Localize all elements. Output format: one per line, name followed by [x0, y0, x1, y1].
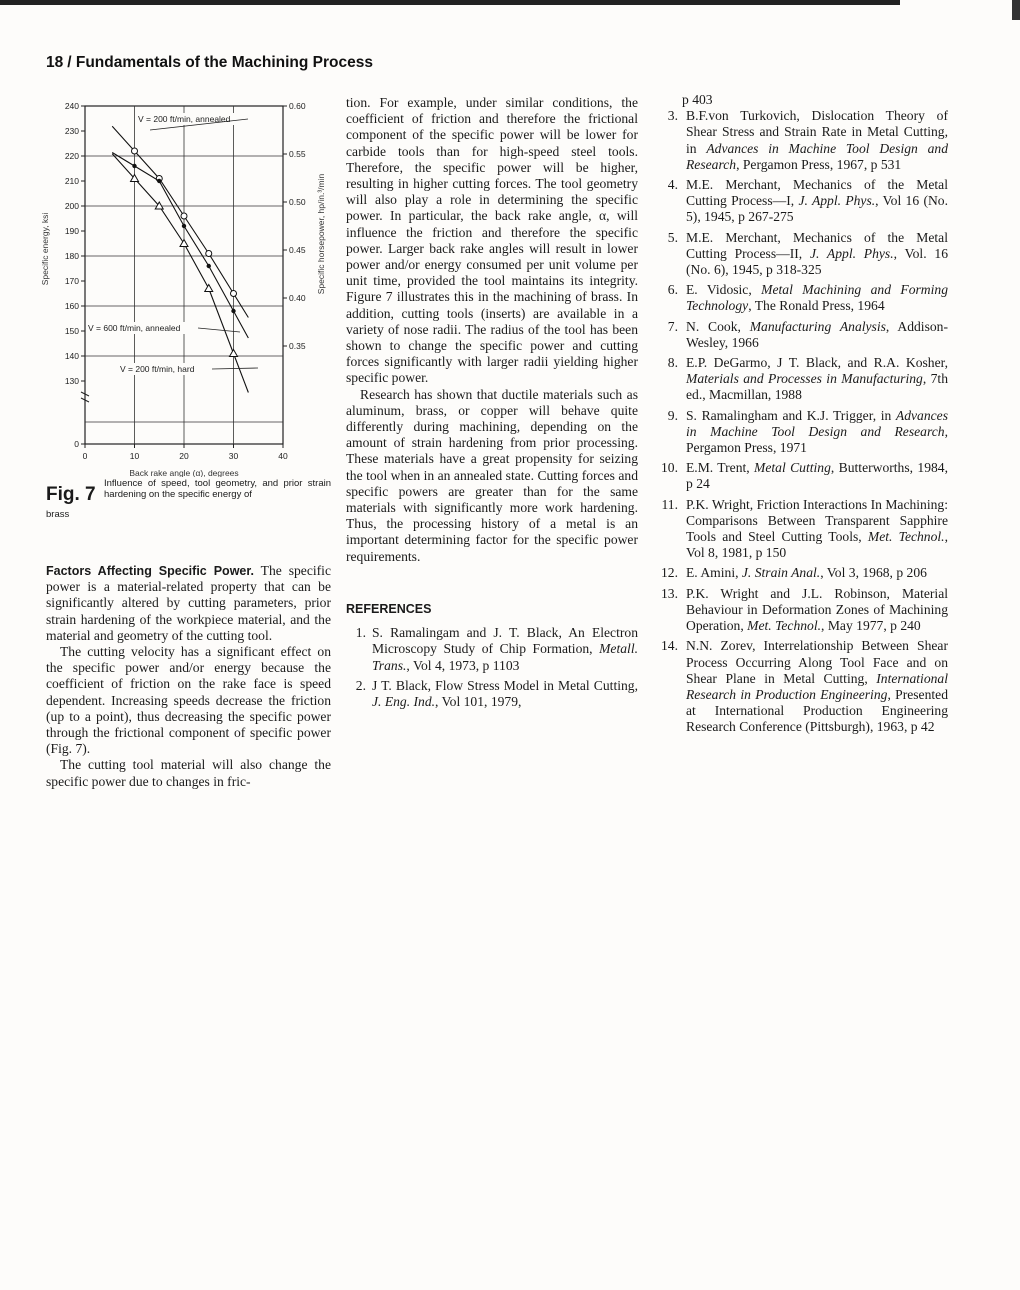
x-tick-label: 10: [129, 451, 140, 461]
reference-continuation: p 403: [682, 92, 713, 107]
page-number: 18: [46, 54, 64, 71]
y-left-tick-label: 190: [64, 226, 79, 236]
series-label: V = 200 ft/min, annealed: [138, 114, 231, 124]
reference-detail: , May 1977, p 240: [821, 618, 921, 634]
x-tick-label: 40: [278, 451, 288, 461]
reference-source: Metall. Trans.: [372, 641, 638, 673]
reference-source: Met. Technol.: [747, 618, 822, 634]
reference-number: 2.: [355, 677, 366, 693]
series-label: V = 200 ft/min, hard: [120, 364, 195, 374]
data-point-circle: [181, 213, 187, 219]
page-edge-mark: [1012, 0, 1020, 20]
reference-list: [656, 108, 948, 735]
reference-text: M.E. Merchant, Mechanics of the Metal Cutting Process—I,: [686, 177, 948, 209]
series-label: V = 600 ft/min, annealed: [88, 323, 181, 333]
figure-label: Fig. 7: [46, 484, 96, 505]
y-right-tick-label: 0.40: [289, 293, 306, 303]
y-left-tick-label: 210: [64, 176, 79, 186]
y-right-axis-title: Specific horsepower, hp/in.³/min: [316, 173, 326, 295]
data-point-dot: [207, 264, 211, 268]
reference-number: 6.: [667, 282, 678, 298]
y-right-tick-label: 0.60: [289, 101, 306, 111]
reference-text: E. Amini,: [686, 565, 742, 581]
reference-text: E. Vidosic,: [686, 282, 762, 298]
data-point-dot: [182, 224, 186, 228]
series-label-leader: [212, 368, 258, 369]
reference-detail: , Vol 101, 1979,: [435, 693, 522, 709]
reference-item: [656, 177, 948, 226]
reference-source: Manufacturing Analysis: [749, 318, 886, 334]
y-left-tick-label: 230: [64, 126, 79, 136]
data-point-triangle: [205, 285, 213, 292]
reference-source: J. Eng. Ind.: [372, 693, 436, 709]
reference-number: 8.: [667, 355, 678, 371]
reference-item: [346, 625, 638, 674]
column-2: [346, 95, 638, 714]
reference-detail: , Vol 4, 1973, p 1103: [406, 657, 520, 673]
y-left-tick-label: 140: [64, 351, 79, 361]
reference-source: Metal Cutting: [754, 460, 831, 476]
paragraph: tion. For example, under similar conditions, the coefficient of friction and therefore the frictional component of the specific power will be lower for carbide tools than for high-speed steel tools. Therefore, the specific power will be higher, resulting in higher cutting forces. The tool geometry will also play a role in determining the specific power. In particular, the back rake angle, α, will influence the friction and therefore the specific power. Larger back rake angles will result in lower power and/or energy consumed per unit volume per unit time, provided the tool maintains its integrity. Figure 7 illustrates this in the machining of brass. In addition, cutting tools (inserts) are available in a variety of nose radii. The radius of the tool has been shown to change the specific power and cutting forces significantly with larger radii yielding higher specific power.: [346, 95, 638, 386]
references-heading: REFERENCES: [346, 601, 432, 616]
reference-source: Advances in Machine Tool Design and Research: [686, 407, 948, 439]
top-border: [0, 0, 900, 5]
reference-text: S. Ramalingam and J. T. Black, An Electron Microscopy Study of Chip Formation,: [372, 625, 638, 657]
column-1: [46, 563, 331, 790]
figure-7: [30, 92, 340, 477]
reference-number: 3.: [667, 108, 678, 124]
data-point-circle: [206, 251, 212, 257]
running-head-title: / Fundamentals of the Machining Process: [67, 54, 373, 71]
reference-item: [346, 678, 638, 710]
specific-energy-chart: [30, 92, 340, 477]
reference-detail: , Addison-Wesley, 1966: [686, 318, 948, 350]
data-point-circle: [132, 148, 138, 154]
y-left-tick-label: 220: [64, 151, 79, 161]
data-point-dot: [157, 179, 161, 183]
reference-text: M.E. Merchant, Mechanics of the Metal Cutting Process—II,: [686, 229, 948, 261]
reference-number: 9.: [667, 407, 678, 423]
y-left-tick-label: 130: [64, 376, 79, 386]
section-heading: Factors Affecting Specific Power.: [46, 564, 255, 578]
reference-detail: , 7th ed., Macmillan, 1988: [686, 371, 948, 403]
reference-text: P.K. Wright, Friction Interactions In Machining: Comparisons Between Transparent Sapphire Tools and Steel Cutting Tools,: [686, 496, 948, 545]
reference-number: 13.: [661, 585, 678, 601]
reference-number: 5.: [667, 229, 678, 245]
data-point-triangle: [230, 350, 238, 357]
reference-source: Advances in Machine Tool Design and Research: [686, 140, 948, 172]
reference-source: J. Appl. Phys.: [809, 245, 894, 261]
reference-item: [656, 586, 948, 635]
series-line: [112, 154, 248, 393]
reference-item: [656, 230, 948, 279]
x-tick-label: 30: [228, 451, 239, 461]
figure-caption-text: Influence of speed, tool geometry, and prior strain hardening on the specific energy of: [104, 478, 331, 500]
paragraph-text: The specific power is a material-related property that can be significantly altered by cutting parameters, prior strain hardening of the workpiece material, and the material and geometry of the cutting tool.: [46, 563, 331, 643]
column-3: [656, 92, 948, 740]
reference-detail: , Vol 16 (No. 5), 1945, p 267-275: [686, 193, 948, 225]
reference-text: E.P. DeGarmo, J T. Black, and R.A. Kosher,: [686, 355, 948, 371]
reference-item: [656, 355, 948, 404]
reference-detail: , Vol 3, 1968, p 206: [820, 565, 927, 581]
y-right-tick-label: 0.55: [289, 149, 306, 159]
figure-caption-tail: brass: [46, 509, 70, 520]
x-tick-label: 20: [179, 451, 189, 461]
reference-source: Met. Technol.: [867, 529, 945, 545]
reference-number: 11.: [661, 496, 678, 512]
reference-source: Materials and Processes in Manufacturing: [686, 371, 923, 387]
data-point-dot: [132, 164, 136, 168]
y-left-axis-title: Specific energy, ksi: [40, 212, 50, 286]
reference-text: J T. Black, Flow Stress Model in Metal Cutting,: [372, 677, 638, 693]
reference-text: P.K. Wright and J.L. Robinson, Material Behaviour in Deformation Zones of Machining Operation,: [686, 585, 948, 634]
y-right-tick-label: 0.50: [289, 197, 306, 207]
running-head: [46, 54, 373, 72]
reference-item: [656, 460, 948, 492]
reference-text: S. Ramalingham and K.J. Trigger, in: [686, 407, 896, 423]
reference-detail: , Vol. 16 (No. 6), 1945, p 318-325: [686, 245, 948, 278]
reference-text: N.N. Zorev, Interrelationship Between Shear Process Occurring Along Tool Face and on Shear Plane in Metal Cutting,: [686, 638, 948, 686]
y-left-tick-label: 150: [64, 326, 79, 336]
reference-number: 14.: [661, 638, 678, 654]
reference-item: [656, 497, 948, 562]
reference-number: 10.: [661, 460, 678, 476]
reference-text: N. Cook,: [686, 318, 750, 334]
data-point-dot: [231, 309, 235, 313]
paragraph: The cutting tool material will also change the specific power due to changes in fric-: [46, 757, 331, 789]
reference-source: International Research in Production Engineering: [686, 670, 948, 702]
reference-item: [656, 108, 948, 173]
reference-item: [656, 282, 948, 314]
reference-number: 12.: [661, 565, 678, 581]
reference-item: [656, 638, 948, 735]
reference-detail: , Vol 8, 1981, p 150: [686, 529, 948, 561]
reference-source: J. Appl. Phys.: [798, 193, 876, 209]
y-left-tick-label: 0: [74, 439, 79, 449]
reference-text: E.M. Trent,: [686, 460, 755, 476]
y-left-tick-label: 240: [64, 101, 79, 111]
reference-list: [346, 625, 638, 710]
reference-item: [656, 408, 948, 457]
reference-detail: , Presented at International Production Engineering Research Conference (Pittsburgh), 1963, p 42: [686, 686, 948, 735]
reference-detail: , Butterworths, 1984, p 24: [686, 460, 948, 492]
reference-number: 7.: [667, 318, 678, 334]
y-left-tick-label: 170: [64, 276, 79, 286]
reference-source: J. Strain Anal.: [741, 565, 821, 581]
reference-item: [656, 319, 948, 351]
reference-detail: , Pergamon Press, 1967, p 531: [736, 156, 902, 172]
reference-text: B.F.von Turkovich, Dislocation Theory of Shear Stress and Strain Rate in Metal Cutting, in: [686, 108, 948, 156]
reference-number: 1.: [355, 625, 366, 641]
y-left-tick-label: 180: [64, 251, 79, 261]
reference-source: Metal Machining and Forming Technology: [686, 282, 948, 314]
paragraph: [46, 563, 331, 644]
y-right-tick-label: 0.45: [289, 245, 306, 255]
paragraph: Research has shown that ductile materials such as aluminum, brass, or copper will behave quite differently during machining, depending on the amount of strain hardening from prior processing. These materials have a great propensity for seizing the tool when in an annealed state. Cutting forces and specific powers are greater than for the same materials with significantly more work hardening. Thus, the processing history of a metal is an important determining factor for the specific power requirements.: [346, 386, 638, 564]
x-tick-label: 0: [82, 451, 88, 461]
data-point-circle: [231, 291, 237, 297]
y-left-tick-label: 200: [64, 201, 79, 211]
reference-detail: , The Ronald Press, 1964: [748, 298, 885, 314]
series-line: [112, 126, 248, 317]
reference-detail: , Pergamon Press, 1971: [686, 423, 948, 456]
y-right-tick-label: 0.35: [289, 341, 306, 351]
reference-number: 4.: [667, 177, 678, 193]
paragraph: The cutting velocity has a significant effect on the specific power and/or energy because the coefficient of friction on the rake face is speed dependent. Increasing speeds decrease the friction (up to a point), thus decreasing the specific power through the frictional component of specific power (Fig. 7).: [46, 644, 331, 757]
reference-item: [656, 565, 948, 581]
y-left-tick-label: 160: [64, 301, 79, 311]
data-point-triangle: [180, 240, 188, 247]
x-axis-title: Back rake angle (α), degrees: [129, 468, 239, 477]
